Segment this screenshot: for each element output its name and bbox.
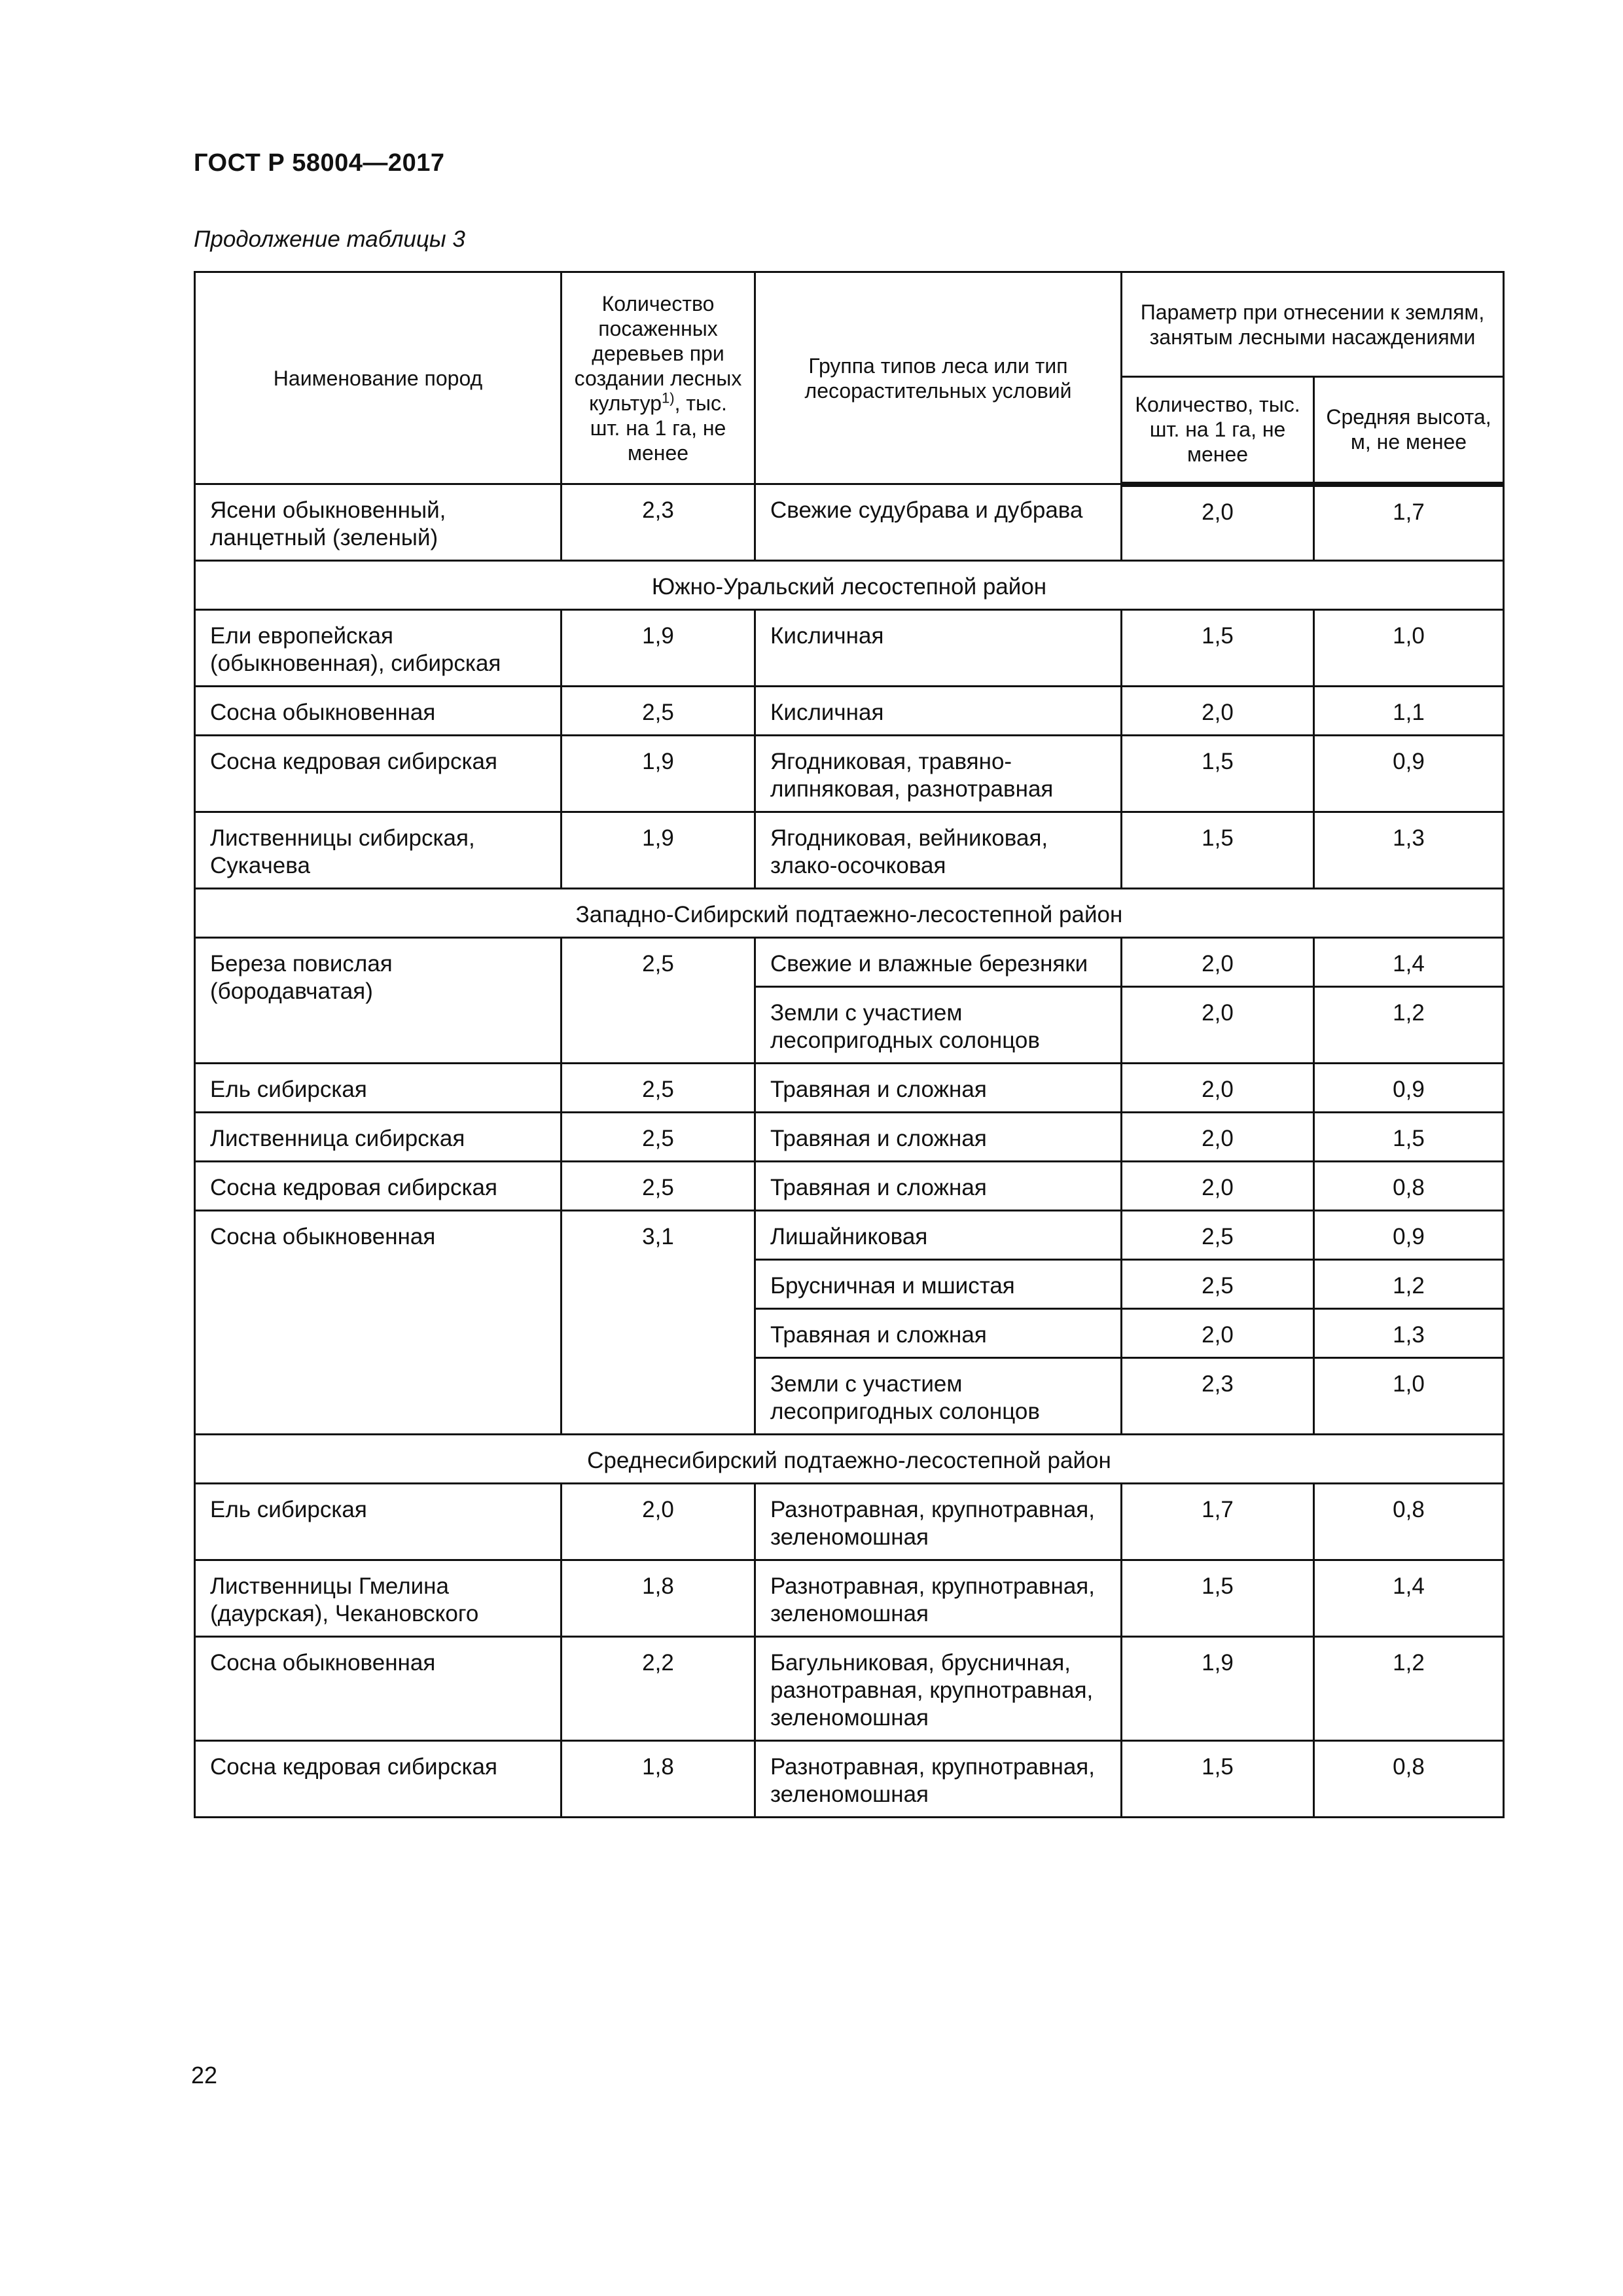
- cell-height: 0,9: [1314, 1211, 1504, 1260]
- cell-planted: 2,0: [562, 1484, 755, 1560]
- cell-species: Сосна обыкновенная: [195, 1211, 562, 1435]
- cell-height: 1,2: [1314, 1637, 1504, 1741]
- cell-quantity: 2,0: [1122, 938, 1314, 987]
- cell-forest-type: Кисличная: [755, 687, 1122, 736]
- cell-height: 1,4: [1314, 1560, 1504, 1637]
- cell-planted: 2,3: [562, 484, 755, 561]
- table-row: [195, 1637, 1504, 1741]
- table-row: [195, 1484, 1504, 1560]
- table-row: [195, 938, 1504, 987]
- cell-quantity: 1,5: [1122, 736, 1314, 812]
- cell-quantity: 2,0: [1122, 1309, 1314, 1358]
- header-forest-type: Группа типов леса или тип лесорастительных условий: [755, 272, 1122, 484]
- cell-species: Сосна обыкновенная: [195, 687, 562, 736]
- cell-quantity: 1,9: [1122, 1637, 1314, 1741]
- table-row: [195, 1741, 1504, 1818]
- cell-forest-type: Свежие и влажные березняки: [755, 938, 1122, 987]
- cell-species: Лиственницы сибирская, Сукачева: [195, 812, 562, 889]
- cell-planted: 1,9: [562, 736, 755, 812]
- cell-forest-type: Кисличная: [755, 610, 1122, 687]
- cell-species: Ель сибирская: [195, 1064, 562, 1113]
- cell-forest-type: Багульниковая, брусничная, разнотравная, крупнотравная, зеленомошная: [755, 1637, 1122, 1741]
- header-avg-height: Средняя высота, м, не менее: [1314, 377, 1504, 484]
- table-row: [195, 812, 1504, 889]
- cell-height: 1,2: [1314, 1260, 1504, 1309]
- header-planted-count-text: Количество посаженных деревьев при создании лесных культур: [574, 291, 742, 415]
- cell-quantity: 1,5: [1122, 1560, 1314, 1637]
- cell-species: Береза повислая (бородавчатая): [195, 938, 562, 1064]
- table-row: [195, 1560, 1504, 1637]
- cell-forest-type: Ягодниковая, травяно-липняковая, разнотравная: [755, 736, 1122, 812]
- header-species: Наименование пород: [195, 272, 562, 484]
- cell-quantity: 1,5: [1122, 1741, 1314, 1818]
- cell-planted: 3,1: [562, 1211, 755, 1435]
- table-row: [195, 610, 1504, 687]
- header-parameter-group: Параметр при отнесении к землям, занятым лесными насаждениями: [1122, 272, 1504, 377]
- table-row: [195, 1162, 1504, 1211]
- cell-planted: 2,2: [562, 1637, 755, 1741]
- cell-height: 1,4: [1314, 938, 1504, 987]
- cell-quantity: 2,0: [1122, 687, 1314, 736]
- cell-species: Ель сибирская: [195, 1484, 562, 1560]
- cell-planted: 2,5: [562, 938, 755, 1064]
- cell-species: Ясени обыкновенный, ланцетный (зеленый): [195, 484, 562, 561]
- cell-quantity: 2,0: [1122, 1113, 1314, 1162]
- cell-height: 0,8: [1314, 1484, 1504, 1560]
- cell-species: Лиственница сибирская: [195, 1113, 562, 1162]
- table-row: [195, 1211, 1504, 1260]
- cell-quantity: 2,0: [1122, 1064, 1314, 1113]
- cell-forest-type: Брусничная и мшистая: [755, 1260, 1122, 1309]
- cell-forest-type: Лишайниковая: [755, 1211, 1122, 1260]
- cell-quantity: 1,5: [1122, 610, 1314, 687]
- region-heading: Западно-Сибирский подтаежно-лесостепной район: [195, 889, 1504, 938]
- cell-forest-type: Разнотравная, крупнотравная, зеленомошная: [755, 1741, 1122, 1818]
- cell-forest-type: Свежие судубрава и дубрава: [755, 484, 1122, 561]
- cell-planted: 1,9: [562, 812, 755, 889]
- cell-quantity: 2,3: [1122, 1358, 1314, 1435]
- cell-planted: 2,5: [562, 687, 755, 736]
- cell-species: Лиственницы Гмелина (даурская), Чекановского: [195, 1560, 562, 1637]
- cell-forest-type: Земли с участием лесопригодных солонцов: [755, 1358, 1122, 1435]
- cell-planted: 1,8: [562, 1560, 755, 1637]
- footnote-ref: 1): [662, 389, 675, 406]
- cell-height: 0,8: [1314, 1162, 1504, 1211]
- cell-forest-type: Травяная и сложная: [755, 1064, 1122, 1113]
- region-row: [195, 561, 1504, 610]
- cell-height: 1,5: [1314, 1113, 1504, 1162]
- cell-planted: 2,5: [562, 1113, 755, 1162]
- table-row: [195, 1064, 1504, 1113]
- cell-species: Сосна кедровая сибирская: [195, 1741, 562, 1818]
- cell-planted: 1,8: [562, 1741, 755, 1818]
- region-heading: Южно-Уральский лесостепной район: [195, 561, 1504, 610]
- cell-species: Сосна кедровая сибирская: [195, 1162, 562, 1211]
- cell-quantity: 1,5: [1122, 812, 1314, 889]
- cell-species: Ели европейская (обыкновенная), сибирская: [195, 610, 562, 687]
- cell-quantity: 2,5: [1122, 1260, 1314, 1309]
- header-planted-count-unit: , тыс. шт. на 1 га, не менее: [590, 391, 727, 465]
- cell-height: 1,3: [1314, 812, 1504, 889]
- table-row: [195, 484, 1504, 561]
- cell-planted: 1,9: [562, 610, 755, 687]
- region-row: [195, 889, 1504, 938]
- page-number: 22: [191, 2062, 218, 2089]
- cell-height: 1,3: [1314, 1309, 1504, 1358]
- cell-planted: 2,5: [562, 1162, 755, 1211]
- cell-forest-type: Разнотравная, крупнотравная, зеленомошная: [755, 1560, 1122, 1637]
- table-caption: Продолжение таблицы 3: [194, 226, 465, 252]
- cell-forest-type: Травяная и сложная: [755, 1309, 1122, 1358]
- region-row: [195, 1435, 1504, 1484]
- cell-forest-type: Травяная и сложная: [755, 1162, 1122, 1211]
- cell-species: Сосна кедровая сибирская: [195, 736, 562, 812]
- cell-forest-type: Разнотравная, крупнотравная, зеленомошная: [755, 1484, 1122, 1560]
- cell-forest-type: Ягодниковая, вейниковая, злако-осочковая: [755, 812, 1122, 889]
- table-row: [195, 687, 1504, 736]
- cell-height: 0,9: [1314, 736, 1504, 812]
- table-row: [195, 1113, 1504, 1162]
- cell-height: 1,2: [1314, 987, 1504, 1064]
- cell-species: Сосна обыкновенная: [195, 1637, 562, 1741]
- cell-quantity: 1,7: [1122, 1484, 1314, 1560]
- cell-quantity: 2,0: [1122, 484, 1314, 561]
- header-quantity: Количество, тыс. шт. на 1 га, не менее: [1122, 377, 1314, 484]
- region-heading: Среднесибирский подтаежно-лесостепной район: [195, 1435, 1504, 1484]
- cell-forest-type: Земли с участием лесопригодных солонцов: [755, 987, 1122, 1064]
- cell-quantity: 2,5: [1122, 1211, 1314, 1260]
- cell-height: 1,1: [1314, 687, 1504, 736]
- cell-planted: 2,5: [562, 1064, 755, 1113]
- cell-forest-type: Травяная и сложная: [755, 1113, 1122, 1162]
- cell-height: 0,8: [1314, 1741, 1504, 1818]
- cell-height: 1,0: [1314, 1358, 1504, 1435]
- cell-quantity: 2,0: [1122, 1162, 1314, 1211]
- cell-height: 1,7: [1314, 484, 1504, 561]
- table-row: [195, 736, 1504, 812]
- document-header: ГОСТ Р 58004—2017: [194, 149, 445, 177]
- cell-height: 1,0: [1314, 610, 1504, 687]
- species-table: [194, 271, 1505, 1818]
- cell-height: 0,9: [1314, 1064, 1504, 1113]
- header-planted-count: [562, 272, 755, 484]
- cell-quantity: 2,0: [1122, 987, 1314, 1064]
